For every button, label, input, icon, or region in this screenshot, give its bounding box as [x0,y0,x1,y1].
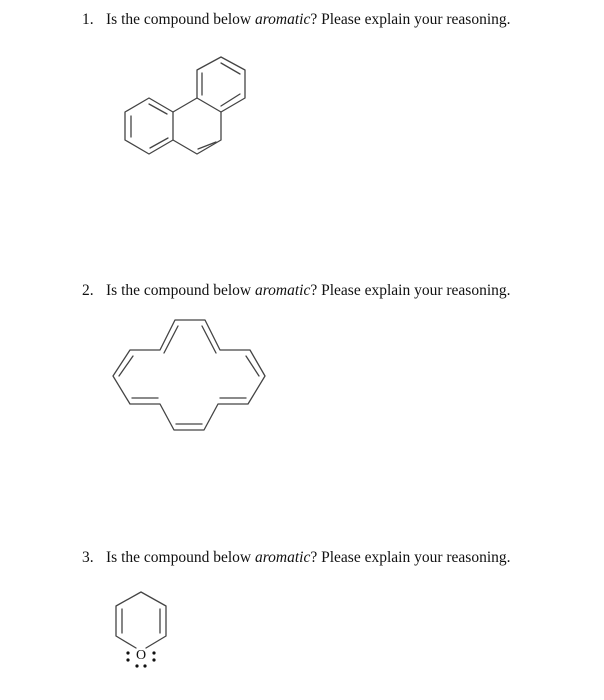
macrocycle-structure-icon [100,312,280,442]
ring-bonds [125,57,245,154]
ring-bonds [116,592,166,648]
fused-ring-structure-icon [100,50,270,180]
heterocycle-structure-icon [100,578,190,678]
question-text-tail: ? Please explain your reasoning. [310,11,511,28]
question-text-tail: ? Please explain your reasoning. [310,549,511,566]
question-number: 3. [82,549,94,566]
question-text: Is the compound below [106,549,255,566]
question-number: 2. [82,282,94,299]
emphasized-term: aromatic [254,11,311,28]
emphasized-term: aromatic [254,282,311,299]
oxygen-atom-label: O [135,648,147,663]
emphasized-term: aromatic [254,549,311,566]
question-text: Is the compound below [106,282,255,299]
ring-bonds [113,320,265,430]
question-3 [82,548,511,568]
question-number: 1. [82,11,94,28]
question-text-tail: ? Please explain your reasoning. [310,282,511,299]
question-1 [82,10,511,30]
question-text: Is the compound below [106,11,255,28]
question-2 [82,281,511,301]
